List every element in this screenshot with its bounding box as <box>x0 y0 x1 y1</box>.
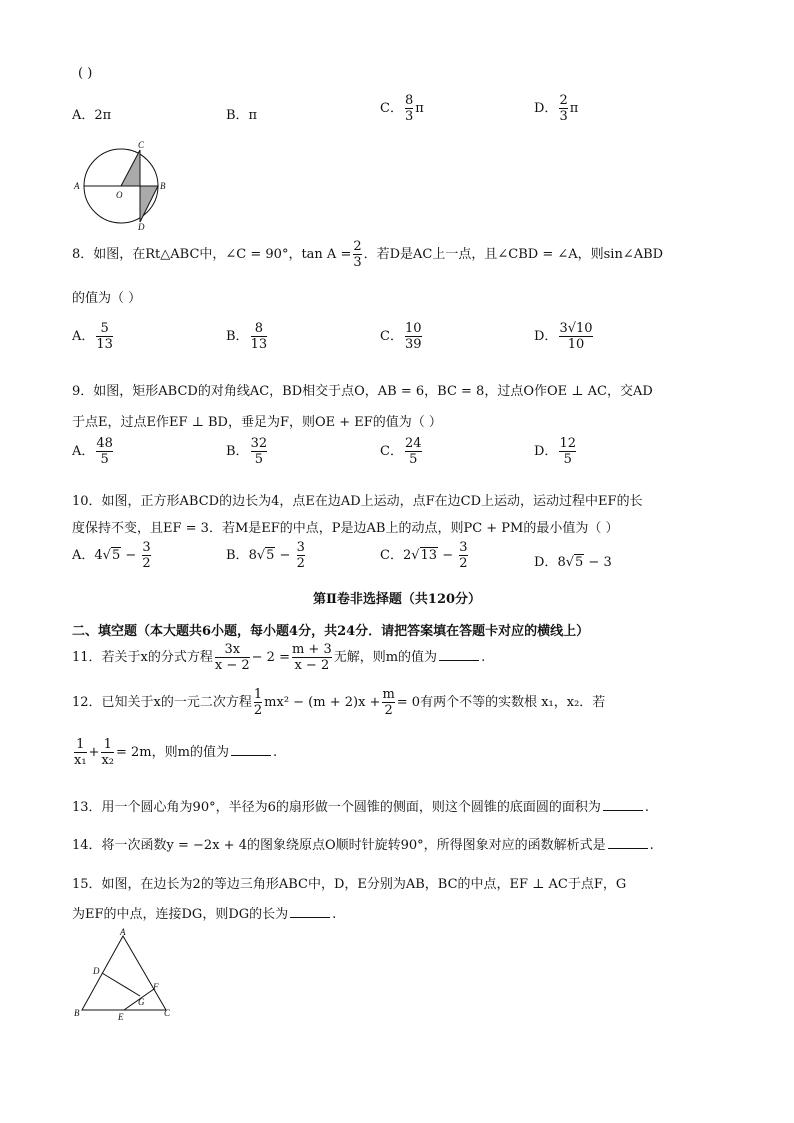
q9-line2: 于点E，过点E作EF ⊥ BD，垂足为F，则OE + EF的值为（ ） <box>72 415 442 430</box>
q9-option-b: B． $\frac{32}{5}$ <box>226 436 268 467</box>
q8-line2: 的值为（ ） <box>72 291 142 306</box>
q8-option-b: B． $\frac{8}{13}$ <box>226 321 268 352</box>
fig15-label-g: G <box>138 997 145 1007</box>
q12-answer-blank[interactable] <box>231 755 271 756</box>
q12-line1: 12．已知关于x的一元二次方程 $\frac{1}{2}$ mx² − (m + 2)x + $\frac{m}{2}$ = 0有两个不等的实数根 x₁，x₂．若 <box>72 687 606 718</box>
q7-option-a: A．2π <box>72 108 112 123</box>
q8-option-d: D． $\frac{3√10}{10}$ <box>534 321 593 352</box>
q8-option-c: C． $\frac{10}{39}$ <box>380 321 422 352</box>
q10-line2: 度保持不变，且EF = 3．若M是EF的中点，P是边AB上的动点，则PC + PM的最小值为（ ） <box>72 521 619 536</box>
q9-option-c: C． $\frac{24}{5}$ <box>380 436 422 467</box>
fig15-label-e: E <box>118 1012 124 1022</box>
fig15-label-b: B <box>74 1008 80 1018</box>
q11-answer-blank[interactable] <box>439 660 479 661</box>
q10-option-a: A．4√5 − $\frac{3}{2}$ <box>72 540 151 571</box>
q7-option-c: C． $\frac{8}{3}$ π <box>380 93 424 124</box>
q10-option-b: B．8√5 − $\frac{3}{2}$ <box>226 540 305 571</box>
q8-option-a: A． $\frac{5}{13}$ <box>72 321 113 352</box>
q15-line1: 15．如图，在边长为2的等边三角形ABC中，D，E分别为AB，BC的中点，EF ⊥ AC于点F，G <box>72 877 627 892</box>
fig7-label-b: B <box>160 181 166 191</box>
section-2-title: 第Ⅱ卷非选择题（共120分） <box>312 592 482 607</box>
fig7-label-o: O <box>116 190 123 200</box>
fig15-label-f: F <box>153 982 159 992</box>
q9-option-d: D． $\frac{12}{5}$ <box>534 436 576 467</box>
q7-bracket: ( ) <box>78 66 93 81</box>
q12-line2: $\frac{1}{\text{x₁}}$ + $\frac{1}{\text{x₂}}$ = 2m，则m的值为 . <box>74 737 278 768</box>
q10-option-c: C．2√13 − $\frac{3}{2}$ <box>380 540 468 571</box>
q7-option-d: D． $\frac{2}{3}$ π <box>534 93 579 124</box>
q10-line1: 10．如图，正方形ABCD的边长为4，点E在边AD上运动，点F在边CD上运动，运动过程中EF的长 <box>72 494 643 509</box>
fig7-label-d: D <box>138 222 145 232</box>
part-2-title: 二、填空题（本大题共6小题，每小题4分，共24分．请把答案填在答题卡对应的横线上） <box>72 624 590 639</box>
q15-line2: 为EF的中点，连接DG，则DG的长为 . <box>72 907 337 922</box>
q14: 14．将一次函数y = −2x + 4的图象绕原点O顺时针旋转90°，所得图象对应的函数解析式是 . <box>72 838 654 853</box>
q15-answer-blank[interactable] <box>290 917 330 918</box>
q13-answer-blank[interactable] <box>603 810 643 811</box>
q10-option-d: D．8√5 − 3 <box>534 555 612 570</box>
q9-line1: 9．如图，矩形ABCD的对角线AC，BD相交于点O，AB = 6，BC = 8，过点O作OE ⊥ AC，交AD <box>72 384 653 399</box>
q7-circle-figure <box>68 138 174 234</box>
fig15-label-a: A <box>120 927 126 937</box>
q7-option-b: B．π <box>226 108 258 123</box>
q9-option-a: A． $\frac{48}{5}$ <box>72 436 113 467</box>
fig7-label-a: A <box>74 181 80 191</box>
q8-line1: 8．如图，在Rt△ABC中，∠C = 90°，tan A = $\frac{2}{3}$ ．若D是AC上一点，且∠CBD = ∠A，则sin∠ABD <box>72 239 664 270</box>
q15-triangle-figure <box>68 926 178 1024</box>
fig15-label-d: D <box>93 966 100 976</box>
q14-answer-blank[interactable] <box>608 848 648 849</box>
q11: 11．若关于x的分式方程 $\frac{3x}{x - 2}$ − 2 = $\frac{m + 3}{x - 2}$ 无解，则m的值为 . <box>72 642 486 673</box>
fig7-label-c: C <box>138 140 145 150</box>
fig15-label-c: C <box>164 1008 171 1018</box>
q13: 13．用一个圆心角为90°，半径为6的扇形做一个圆锥的侧面，则这个圆锥的底面圆的面积为 . <box>72 800 649 815</box>
